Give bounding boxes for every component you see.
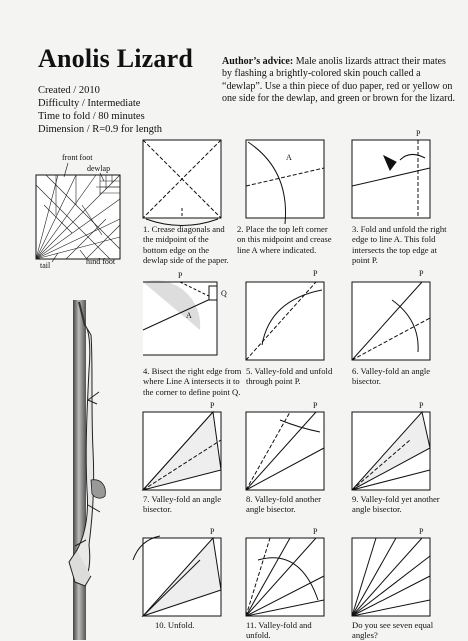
advice-label: Author’s advice: — [222, 56, 294, 67]
front-foot-label: front foot — [62, 153, 93, 162]
label-a-step4: A — [186, 311, 192, 320]
label-p-step3: P — [416, 129, 421, 138]
step-8-caption: 8. Valley-fold another angle bisector. — [246, 494, 322, 515]
dewlap-label: dewlap — [87, 164, 111, 173]
step-2-diagram — [246, 140, 324, 224]
label-p-step9: P — [419, 401, 424, 410]
label-p-step10: P — [210, 527, 215, 536]
step-8-diagram — [246, 412, 324, 490]
step-10-caption: 10. Unfold. — [155, 620, 195, 630]
label-p-step7: P — [210, 401, 215, 410]
label-p-step11: P — [313, 527, 318, 536]
step-12-caption: Do you see seven equal angles? — [352, 620, 434, 641]
advice-text: Male anolis lizards attract their mates by flashing a brightly-colored skin pouch called a “dewlap”. Use a thin piece of duo paper, red or yellow on one side for the dewlap, and green or brown for the lizard. — [222, 56, 455, 104]
label-p-step5: P — [313, 269, 318, 278]
step-3-caption: 3. Fold and unfold the right edge to line A. This fold intersects the top edge at point P. — [352, 224, 447, 266]
time-text: Time to fold / 80 minutes — [38, 111, 145, 122]
step-6-diagram — [352, 282, 430, 360]
step-9-caption: 9. Valley-fold yet another angle bisector. — [352, 494, 440, 515]
step-10-diagram — [133, 536, 221, 616]
tail-label: tail — [40, 261, 51, 270]
step-1-diagram — [143, 140, 221, 226]
step-1-caption: 1. Crease diagonals and the midpoint of the bottom edge on the dewlap side of the paper. — [143, 224, 229, 266]
step-11-caption: 11. Valley-fold and unfold. — [246, 620, 312, 641]
label-p-step8: P — [313, 401, 318, 410]
label-p-step12: P — [419, 527, 424, 536]
dimension-text: Dimension / R=0.9 for length — [38, 124, 163, 135]
label-q-step4: Q — [221, 289, 227, 298]
step-7-diagram — [143, 412, 221, 490]
hind-foot-label: hind foot — [86, 257, 116, 266]
step-11-diagram — [246, 538, 324, 616]
step-4-caption: 4. Bisect the right edge from where Line A intersects it to the corner to define point Q. — [143, 366, 242, 397]
difficulty-text: Difficulty / Intermediate — [38, 98, 141, 109]
step-12-diagram — [352, 538, 430, 616]
step-2-caption: 2. Place the top left corner on this midpoint and crease line A where indicated. — [237, 224, 332, 255]
step-5-caption: 5. Valley-fold and unfold through point P. — [246, 366, 333, 387]
step-7-caption: 7. Valley-fold an angle bisector. — [143, 494, 222, 515]
step-3-diagram — [352, 140, 430, 218]
label-p-step4: P — [178, 271, 183, 280]
step-9-diagram — [352, 412, 430, 490]
step-6-caption: 6. Valley-fold an angle bisector. — [352, 366, 431, 387]
page-title: Anolis Lizard — [38, 44, 194, 73]
step-4-diagram — [143, 280, 217, 355]
label-p-step6: P — [419, 269, 424, 278]
step-5-diagram — [246, 282, 324, 360]
label-a-step2: A — [286, 153, 292, 162]
created-text: Created / 2010 — [38, 85, 100, 96]
